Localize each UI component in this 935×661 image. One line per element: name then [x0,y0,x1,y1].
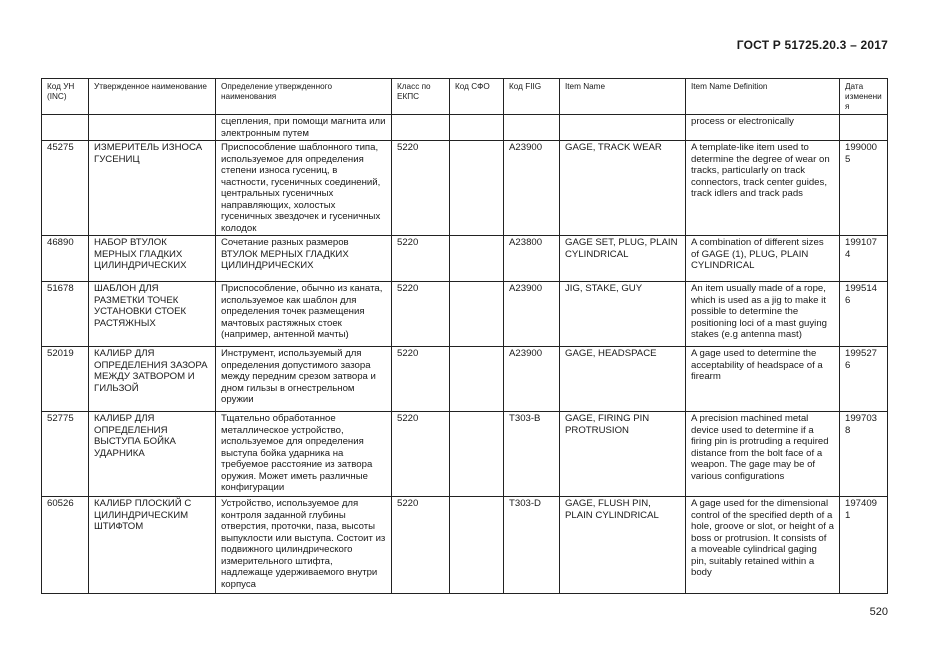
cell-definition: сцепления, при помощи магнита или электронным путем [216,115,392,141]
cell-definition: Приспособление, обычно из каната, используемое как шаблон для определения точек размещения мачтовых растяжных стоек (например, антенной мачты) [216,282,392,347]
cell-item-name: JIG, STAKE, GUY [560,282,686,347]
column-header-date: Дата изменения [840,79,888,115]
table-row [42,141,888,236]
cell-item-name [560,115,686,141]
cell-inc: 46890 [42,236,89,282]
cell-date: 1997038 [840,412,888,497]
column-header-approved-name: Утвержденное наименование [89,79,216,115]
cell-item-name: GAGE, FIRING PIN PROTRUSION [560,412,686,497]
cell-sfo [450,497,504,594]
cell-fiig: T303-D [504,497,560,594]
column-header-item-definition: Item Name Definition [686,79,840,115]
cell-class: 5220 [392,236,450,282]
cell-fiig: T303-B [504,412,560,497]
cell-approved-name: ШАБЛОН ДЛЯ РАЗМЕТКИ ТОЧЕК УСТАНОВКИ СТОЕК РАСТЯЖНЫХ [89,282,216,347]
column-header-inc: Код УН (INC) [42,79,89,115]
cell-sfo [450,347,504,412]
cell-inc: 52019 [42,347,89,412]
cell-inc: 45275 [42,141,89,236]
nomenclature-table [41,78,888,594]
document-header: ГОСТ Р 51725.20.3 – 2017 [736,38,888,52]
cell-item-definition: A gage used to determine the acceptability of headspace of a firearm [686,347,840,412]
column-header-item-name: Item Name [560,79,686,115]
cell-class: 5220 [392,282,450,347]
cell-fiig: A23900 [504,282,560,347]
cell-inc [42,115,89,141]
cell-item-definition: A precision machined metal device used to determine if a firing pin is protruding a required distance from the bolt face of a weapon. The gage may be of various configurations [686,412,840,497]
cell-approved-name: КАЛИБР ДЛЯ ОПРЕДЕЛЕНИЯ ВЫСТУПА БОЙКА УДАРНИКА [89,412,216,497]
cell-item-name: GAGE, FLUSH PIN, PLAIN CYLINDRICAL [560,497,686,594]
cell-item-definition: A gage used for the dimensional control of the specified depth of a hole, groove or slot, or height of a boss or protrusion. It consists of a moveable cylindrical gaging pin, suitably retained within a body [686,497,840,594]
cell-class [392,115,450,141]
cell-sfo [450,115,504,141]
cell-date: 1991074 [840,236,888,282]
cell-approved-name: ИЗМЕРИТЕЛЬ ИЗНОСА ГУСЕНИЦ [89,141,216,236]
page-number: 520 [869,606,888,618]
cell-item-definition: An item usually made of a rope, which is used as a jig to make it possible to determine the positioning loci of a mast guying stakes (e.g antenna mast) [686,282,840,347]
cell-inc: 51678 [42,282,89,347]
table-row [42,282,888,347]
cell-approved-name: КАЛИБР ПЛОСКИЙ С ЦИЛИНДРИЧЕСКИМ ШТИФТОМ [89,497,216,594]
cell-definition: Инструмент, используемый для определения допустимого зазора между передним срезом затвора и дном гильзы в огнестрельном оружии [216,347,392,412]
cell-class: 5220 [392,412,450,497]
cell-approved-name: КАЛИБР ДЛЯ ОПРЕДЕЛЕНИЯ ЗАЗОРА МЕЖДУ ЗАТВОРОМ И ГИЛЬЗОЙ [89,347,216,412]
cell-sfo [450,282,504,347]
cell-item-name: GAGE SET, PLUG, PLAIN CYLINDRICAL [560,236,686,282]
cell-date: 1995146 [840,282,888,347]
table-header-row [42,79,888,115]
cell-approved-name: НАБОР ВТУЛОК МЕРНЫХ ГЛАДКИХ ЦИЛИНДРИЧЕСКИХ [89,236,216,282]
table-row [42,412,888,497]
cell-sfo [450,412,504,497]
cell-approved-name [89,115,216,141]
cell-fiig: A23900 [504,347,560,412]
cell-fiig: A23900 [504,141,560,236]
cell-fiig [504,115,560,141]
cell-definition: Сочетание разных размеров ВТУЛОК МЕРНЫХ ГЛАДКИХ ЦИЛИНДРИЧЕСКИХ [216,236,392,282]
cell-date [840,115,888,141]
cell-date: 1995276 [840,347,888,412]
cell-date: 1974091 [840,497,888,594]
table-row [42,115,888,141]
cell-class: 5220 [392,497,450,594]
cell-class: 5220 [392,347,450,412]
column-header-sfo: Код СФО [450,79,504,115]
table-body [42,115,888,594]
table-row [42,497,888,594]
column-header-class: Класс по ЕКПС [392,79,450,115]
cell-definition: Тщательно обработанное металлическое устройство, используемое для определения выступа бойка ударника на требуемое расстояние из затвора оружия. Может иметь различные конфигурации [216,412,392,497]
cell-inc: 52775 [42,412,89,497]
cell-fiig: A23800 [504,236,560,282]
table-row [42,347,888,412]
cell-item-definition: process or electronically [686,115,840,141]
cell-item-definition: A combination of different sizes of GAGE (1), PLUG, PLAIN CYLINDRICAL [686,236,840,282]
cell-date: 1990005 [840,141,888,236]
cell-definition: Приспособление шаблонного типа, используемое для определения степени износа гусениц, в частности, гусеничных соединений, центральных гусеничных направляющих, холостых гусеничных звездочек и гусеничных колодок [216,141,392,236]
cell-class: 5220 [392,141,450,236]
cell-sfo [450,141,504,236]
cell-sfo [450,236,504,282]
cell-definition: Устройство, используемое для контроля заданной глубины отверстия, проточки, паза, высоты выпуклости или выступа. Состоит из подвижного цилиндрического измерительного штифта, надлежаще удерживаемого внутри корпуса [216,497,392,594]
column-header-fiig: Код FIIG [504,79,560,115]
cell-item-definition: A template-like item used to determine the degree of wear on tracks, particularly on track connectors, track center guides, track idlers and track pads [686,141,840,236]
cell-item-name: GAGE, TRACK WEAR [560,141,686,236]
cell-inc: 60526 [42,497,89,594]
table-row [42,236,888,282]
cell-item-name: GAGE, HEADSPACE [560,347,686,412]
column-header-definition: Определение утвержденного наименования [216,79,392,115]
